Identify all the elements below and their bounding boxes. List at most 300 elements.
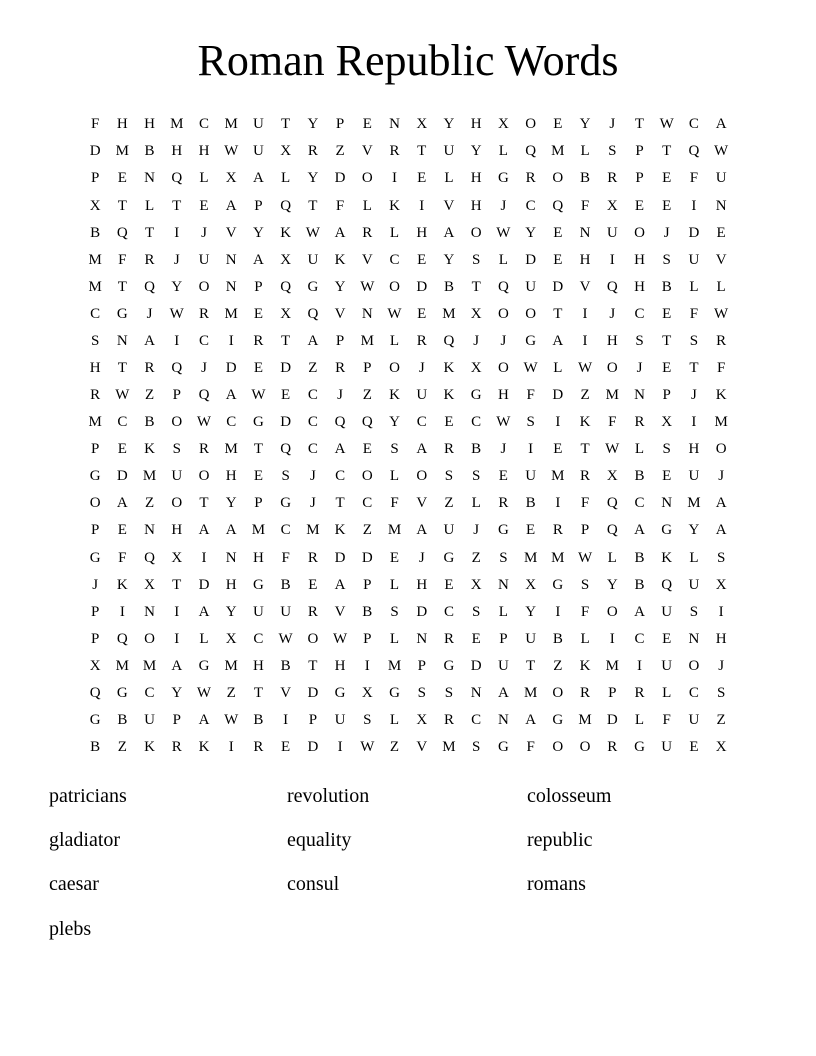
grid-cell: G: [443, 657, 455, 674]
word-list-item: consul: [287, 873, 340, 896]
grid-cell: O: [470, 224, 482, 241]
grid-cell: L: [553, 360, 563, 376]
grid-cell: K: [334, 522, 346, 539]
grid-cell: K: [443, 387, 455, 404]
grid-cell: M: [578, 712, 592, 729]
grid-cell: K: [198, 739, 210, 756]
grid-cell: F: [608, 414, 617, 431]
grid-cell: I: [174, 630, 180, 647]
grid-cell: P: [90, 170, 100, 187]
grid-cell: M: [115, 657, 129, 674]
grid-cell: N: [144, 170, 155, 187]
grid-cell: M: [88, 278, 102, 295]
grid-cell: M: [360, 332, 374, 349]
grid-cell: P: [662, 387, 671, 404]
grid-cell: C: [198, 332, 209, 349]
grid-cell: R: [607, 739, 618, 756]
grid-cell: A: [198, 712, 210, 729]
grid-cell: R: [634, 414, 645, 431]
word-list-item: caesar: [49, 873, 99, 896]
grid-cell: B: [90, 224, 101, 241]
grid-cell: Q: [497, 278, 509, 295]
grid-cell: X: [144, 576, 155, 593]
grid-cell: F: [90, 116, 100, 133]
grid-cell: X: [470, 360, 482, 376]
grid-cell: W: [251, 387, 266, 404]
word-list-column: [527, 774, 611, 951]
grid-cell: S: [390, 441, 399, 458]
grid-cell: J: [473, 332, 480, 349]
grid-cell: T: [417, 143, 427, 160]
grid-cell: R: [335, 360, 346, 376]
grid-cell: U: [443, 522, 455, 539]
grid-cell: I: [582, 305, 588, 322]
grid-cell: C: [471, 414, 482, 431]
grid-cell: D: [361, 549, 373, 566]
grid-cell: L: [689, 278, 699, 295]
grid-cell: L: [607, 549, 617, 566]
grid-cell: G: [89, 549, 101, 566]
grid-cell: S: [689, 332, 699, 349]
grid-cell: O: [171, 495, 183, 512]
grid-cell: C: [144, 684, 155, 701]
grid-cell: O: [144, 630, 155, 647]
grid-cell: M: [551, 468, 565, 485]
grid-cell: J: [500, 332, 507, 349]
grid-cell: C: [443, 603, 454, 620]
grid-cell: X: [606, 468, 618, 485]
grid-cell: X: [171, 549, 183, 566]
grid-cell: Q: [334, 414, 346, 431]
grid-cell: D: [688, 224, 700, 241]
grid-cell: T: [144, 224, 155, 241]
grid-cell: U: [171, 468, 183, 485]
grid-cell: V: [334, 305, 346, 322]
grid-cell: M: [605, 657, 619, 674]
grid-cell: J: [636, 360, 643, 376]
grid-cell: I: [228, 332, 234, 349]
grid-cell: S: [172, 441, 181, 458]
grid-cell: C: [90, 305, 101, 322]
grid-cell: F: [716, 360, 726, 376]
page-title: Roman Republic Words: [197, 36, 619, 85]
grid-cell: W: [659, 116, 674, 133]
grid-cell: X: [361, 684, 373, 701]
grid-cell: S: [635, 332, 644, 349]
grid-cell: J: [146, 305, 153, 322]
grid-cell: W: [224, 143, 239, 160]
grid-cell: L: [662, 684, 672, 701]
grid-cell: R: [443, 630, 454, 647]
grid-cell: X: [416, 116, 428, 133]
grid-cell: H: [253, 549, 264, 566]
grid-cell: I: [392, 170, 398, 187]
grid-cell: B: [634, 468, 645, 485]
grid-cell: Z: [716, 712, 726, 729]
grid-cell: T: [172, 576, 182, 593]
grid-cell: I: [691, 414, 697, 431]
grid-cell: J: [201, 360, 207, 376]
grid-cell: D: [225, 360, 237, 376]
grid-cell: M: [714, 414, 728, 431]
grid-cell: B: [661, 278, 672, 295]
grid-cell: A: [116, 495, 128, 512]
grid-cell: L: [281, 170, 291, 187]
grid-cell: Y: [171, 278, 183, 295]
grid-cell: R: [144, 251, 155, 268]
grid-cell: Z: [362, 522, 372, 539]
grid-cell: O: [389, 360, 400, 376]
grid-cell: U: [661, 657, 673, 674]
grid-cell: M: [387, 657, 402, 674]
grid-cell: N: [116, 332, 128, 349]
grid-cell: G: [89, 468, 101, 485]
grid-cell: S: [472, 603, 481, 620]
grid-cell: V: [416, 495, 428, 512]
grid-cell: E: [662, 468, 672, 485]
grid-cell: R: [253, 739, 264, 756]
grid-cell: I: [528, 441, 534, 458]
grid-cell: A: [443, 224, 455, 241]
grid-cell: Q: [116, 224, 128, 241]
grid-cell: Q: [606, 278, 618, 295]
grid-cell: B: [144, 143, 155, 160]
grid-cell: Y: [443, 116, 455, 133]
grid-cell: R: [607, 170, 618, 187]
grid-cell: P: [254, 278, 263, 295]
grid-cell: E: [553, 224, 563, 241]
grid-cell: A: [634, 603, 645, 620]
grid-cell: O: [89, 495, 101, 512]
grid-cell: C: [688, 116, 699, 133]
grid-cell: U: [416, 387, 428, 404]
grid-cell: R: [580, 468, 591, 485]
grid-cell: G: [280, 495, 292, 512]
grid-cell: E: [553, 116, 563, 133]
grid-cell: S: [580, 576, 590, 593]
grid-cell: A: [552, 332, 564, 349]
grid-cell: R: [362, 224, 373, 241]
grid-cell: T: [172, 197, 182, 214]
grid-cell: H: [171, 522, 183, 539]
grid-cell: K: [144, 441, 155, 458]
grid-cell: B: [443, 278, 454, 295]
grid-cell: R: [443, 441, 454, 458]
grid-cell: H: [89, 360, 101, 376]
grid-cell: B: [634, 549, 645, 566]
grid-cell: D: [280, 360, 292, 376]
grid-cell: E: [498, 468, 508, 485]
grid-cell: O: [307, 630, 319, 647]
grid-cell: M: [551, 143, 565, 160]
grid-cell: P: [417, 657, 426, 674]
grid-cell: Q: [688, 143, 700, 160]
grid-cell: N: [144, 603, 155, 620]
grid-cell: F: [689, 170, 699, 187]
grid-cell: P: [335, 116, 345, 133]
grid-cell: O: [497, 305, 509, 322]
grid-cell: X: [715, 576, 727, 593]
grid-cell: S: [662, 251, 671, 268]
grid-cell: O: [525, 305, 537, 322]
grid-cell: H: [470, 170, 482, 187]
grid-cell: M: [88, 251, 102, 268]
grid-cell: H: [606, 332, 618, 349]
grid-cell: X: [470, 576, 482, 593]
word-list-item: plebs: [49, 917, 92, 940]
grid-cell: R: [144, 360, 155, 376]
grid-cell: P: [90, 441, 100, 458]
grid-cell: H: [715, 630, 727, 647]
grid-cell: M: [224, 441, 238, 458]
grid-cell: R: [416, 332, 427, 349]
grid-cell: E: [662, 305, 672, 322]
grid-cell: T: [662, 143, 672, 160]
grid-cell: R: [198, 305, 209, 322]
grid-cell: W: [577, 360, 593, 376]
grid-cell: B: [280, 657, 291, 674]
grid-cell: A: [497, 684, 509, 701]
grid-cell: S: [444, 468, 454, 485]
grid-cell: E: [417, 305, 427, 322]
grid-cell: K: [116, 576, 128, 593]
grid-cell: P: [254, 495, 263, 512]
grid-cell: O: [715, 441, 727, 458]
grid-cell: E: [553, 441, 563, 458]
grid-cell: Y: [688, 522, 700, 539]
grid-cell: M: [224, 116, 238, 133]
grid-cell: L: [199, 630, 209, 647]
grid-cell: M: [605, 387, 619, 404]
grid-cell: R: [90, 387, 101, 404]
grid-cell: L: [498, 603, 508, 620]
grid-cell: L: [580, 143, 590, 160]
grid-cell: Z: [471, 549, 481, 566]
grid-cell: P: [580, 522, 590, 539]
grid-cell: P: [90, 630, 100, 647]
grid-cell: E: [444, 576, 454, 593]
grid-cell: E: [417, 251, 427, 268]
grid-cell: U: [688, 576, 700, 593]
grid-cell: A: [334, 224, 346, 241]
grid-cell: O: [171, 414, 183, 431]
grid-cell: T: [689, 360, 699, 376]
grid-cell: H: [416, 224, 428, 241]
grid-cell: A: [198, 603, 210, 620]
word-list-item: republic: [527, 829, 593, 852]
grid-cell: K: [389, 387, 400, 404]
grid-cell: P: [90, 603, 100, 620]
grid-cell: G: [470, 387, 482, 404]
grid-cell: R: [634, 684, 645, 701]
grid-cell: R: [443, 712, 454, 729]
grid-cell: T: [117, 278, 127, 295]
grid-cell: S: [716, 549, 726, 566]
grid-cell: C: [226, 414, 237, 431]
grid-cell: N: [661, 495, 673, 512]
grid-cell: D: [606, 712, 618, 729]
grid-cell: C: [335, 468, 346, 485]
grid-cell: I: [555, 603, 561, 620]
grid-cell: U: [198, 251, 210, 268]
grid-cell: D: [416, 278, 428, 295]
grid-cell: E: [308, 576, 318, 593]
grid-cell: Q: [171, 360, 183, 376]
grid-cell: B: [552, 630, 563, 647]
grid-cell: G: [634, 739, 645, 756]
grid-cell: E: [281, 739, 291, 756]
grid-cell: E: [117, 522, 127, 539]
grid-cell: J: [691, 387, 697, 404]
grid-cell: A: [144, 332, 155, 349]
grid-cell: C: [253, 630, 264, 647]
grid-cell: G: [253, 414, 264, 431]
grid-cell: X: [280, 143, 292, 160]
grid-cell: H: [334, 657, 346, 674]
grid-cell: C: [362, 495, 373, 512]
grid-cell: N: [389, 116, 400, 133]
grid-cell: U: [606, 224, 618, 241]
grid-cell: Q: [606, 495, 618, 512]
grid-cell: N: [361, 305, 373, 322]
grid-cell: J: [201, 224, 207, 241]
grid-cell: O: [497, 360, 509, 376]
grid-cell: O: [416, 468, 428, 485]
grid-cell: F: [118, 251, 127, 268]
grid-cell: J: [337, 387, 343, 404]
grid-cell: F: [281, 549, 290, 566]
grid-cell: P: [90, 522, 100, 539]
grid-cell: A: [715, 522, 727, 539]
grid-cell: H: [253, 657, 264, 674]
grid-cell: J: [309, 468, 316, 485]
grid-cell: Y: [470, 143, 482, 160]
grid-cell: T: [253, 684, 263, 701]
grid-cell: M: [523, 549, 538, 566]
grid-cell: P: [254, 197, 263, 214]
grid-cell: K: [715, 387, 727, 404]
grid-cell: U: [688, 251, 700, 268]
grid-cell: L: [389, 630, 400, 647]
grid-cell: M: [170, 116, 184, 133]
grid-cell: L: [444, 170, 454, 187]
grid-cell: T: [662, 332, 672, 349]
grid-cell: D: [307, 739, 319, 756]
grid-cell: E: [199, 197, 209, 214]
grid-cell: G: [389, 684, 400, 701]
grid-cell: U: [661, 603, 673, 620]
grid-cell: E: [526, 522, 536, 539]
grid-cell: P: [499, 630, 508, 647]
grid-cell: J: [92, 576, 99, 593]
grid-cell: Y: [389, 414, 400, 431]
grid-cell: L: [389, 712, 400, 729]
grid-cell: C: [307, 387, 318, 404]
grid-cell: O: [389, 278, 400, 295]
grid-cell: S: [662, 441, 671, 458]
grid-cell: B: [471, 441, 482, 458]
grid-cell: D: [334, 170, 346, 187]
grid-cell: A: [715, 116, 727, 133]
grid-cell: O: [688, 657, 700, 674]
grid-cell: Y: [606, 576, 618, 593]
grid-cell: G: [253, 576, 264, 593]
grid-cell: M: [442, 305, 456, 322]
grid-cell: D: [552, 278, 564, 295]
grid-cell: Y: [307, 170, 319, 187]
grid-cell: U: [688, 468, 700, 485]
grid-cell: X: [225, 630, 237, 647]
grid-cell: T: [308, 657, 318, 674]
grid-cell: S: [716, 684, 726, 701]
grid-cell: X: [497, 116, 509, 133]
grid-cell: F: [580, 197, 590, 214]
grid-cell: Y: [307, 116, 319, 133]
grid-cell: H: [470, 197, 482, 214]
grid-cell: L: [389, 224, 400, 241]
grid-cell: R: [498, 495, 509, 512]
grid-cell: D: [89, 143, 101, 160]
grid-cell: E: [662, 170, 672, 187]
grid-cell: D: [470, 657, 482, 674]
grid-cell: O: [552, 739, 564, 756]
grid-cell: M: [251, 522, 266, 539]
grid-cell: I: [201, 549, 207, 566]
grid-cell: G: [443, 549, 455, 566]
grid-cell: E: [444, 414, 454, 431]
grid-cell: T: [580, 441, 590, 458]
grid-cell: M: [142, 468, 157, 485]
grid-cell: R: [253, 332, 264, 349]
grid-cell: N: [416, 630, 428, 647]
grid-cell: B: [253, 712, 264, 729]
grid-cell: C: [307, 414, 318, 431]
grid-cell: I: [718, 603, 724, 620]
grid-cell: F: [662, 712, 671, 729]
grid-cell: A: [334, 576, 346, 593]
grid-cell: Z: [553, 657, 563, 674]
grid-cell: E: [716, 224, 726, 241]
grid-cell: I: [419, 197, 425, 214]
grid-cell: Q: [116, 630, 128, 647]
grid-cell: K: [280, 224, 292, 241]
grid-cell: X: [661, 414, 673, 431]
grid-cell: J: [309, 495, 316, 512]
grid-cell: A: [198, 522, 210, 539]
grid-cell: D: [416, 603, 428, 620]
grid-cell: C: [688, 684, 699, 701]
grid-cell: N: [497, 576, 509, 593]
grid-cell: U: [525, 278, 537, 295]
grid-cell: H: [225, 468, 237, 485]
grid-cell: E: [662, 630, 672, 647]
grid-cell: N: [715, 197, 727, 214]
grid-cell: X: [416, 712, 428, 729]
grid-cell: R: [525, 170, 536, 187]
grid-cell: O: [552, 684, 564, 701]
grid-cell: E: [471, 630, 481, 647]
grid-cell: G: [497, 739, 509, 756]
grid-cell: C: [198, 116, 209, 133]
grid-cell: M: [551, 549, 565, 566]
grid-cell: O: [361, 468, 373, 485]
grid-cell: I: [691, 197, 697, 214]
grid-cell: E: [362, 116, 372, 133]
grid-cell: J: [718, 657, 725, 674]
grid-cell: E: [634, 197, 645, 214]
grid-cell: A: [225, 522, 237, 539]
grid-cell: M: [224, 305, 238, 322]
